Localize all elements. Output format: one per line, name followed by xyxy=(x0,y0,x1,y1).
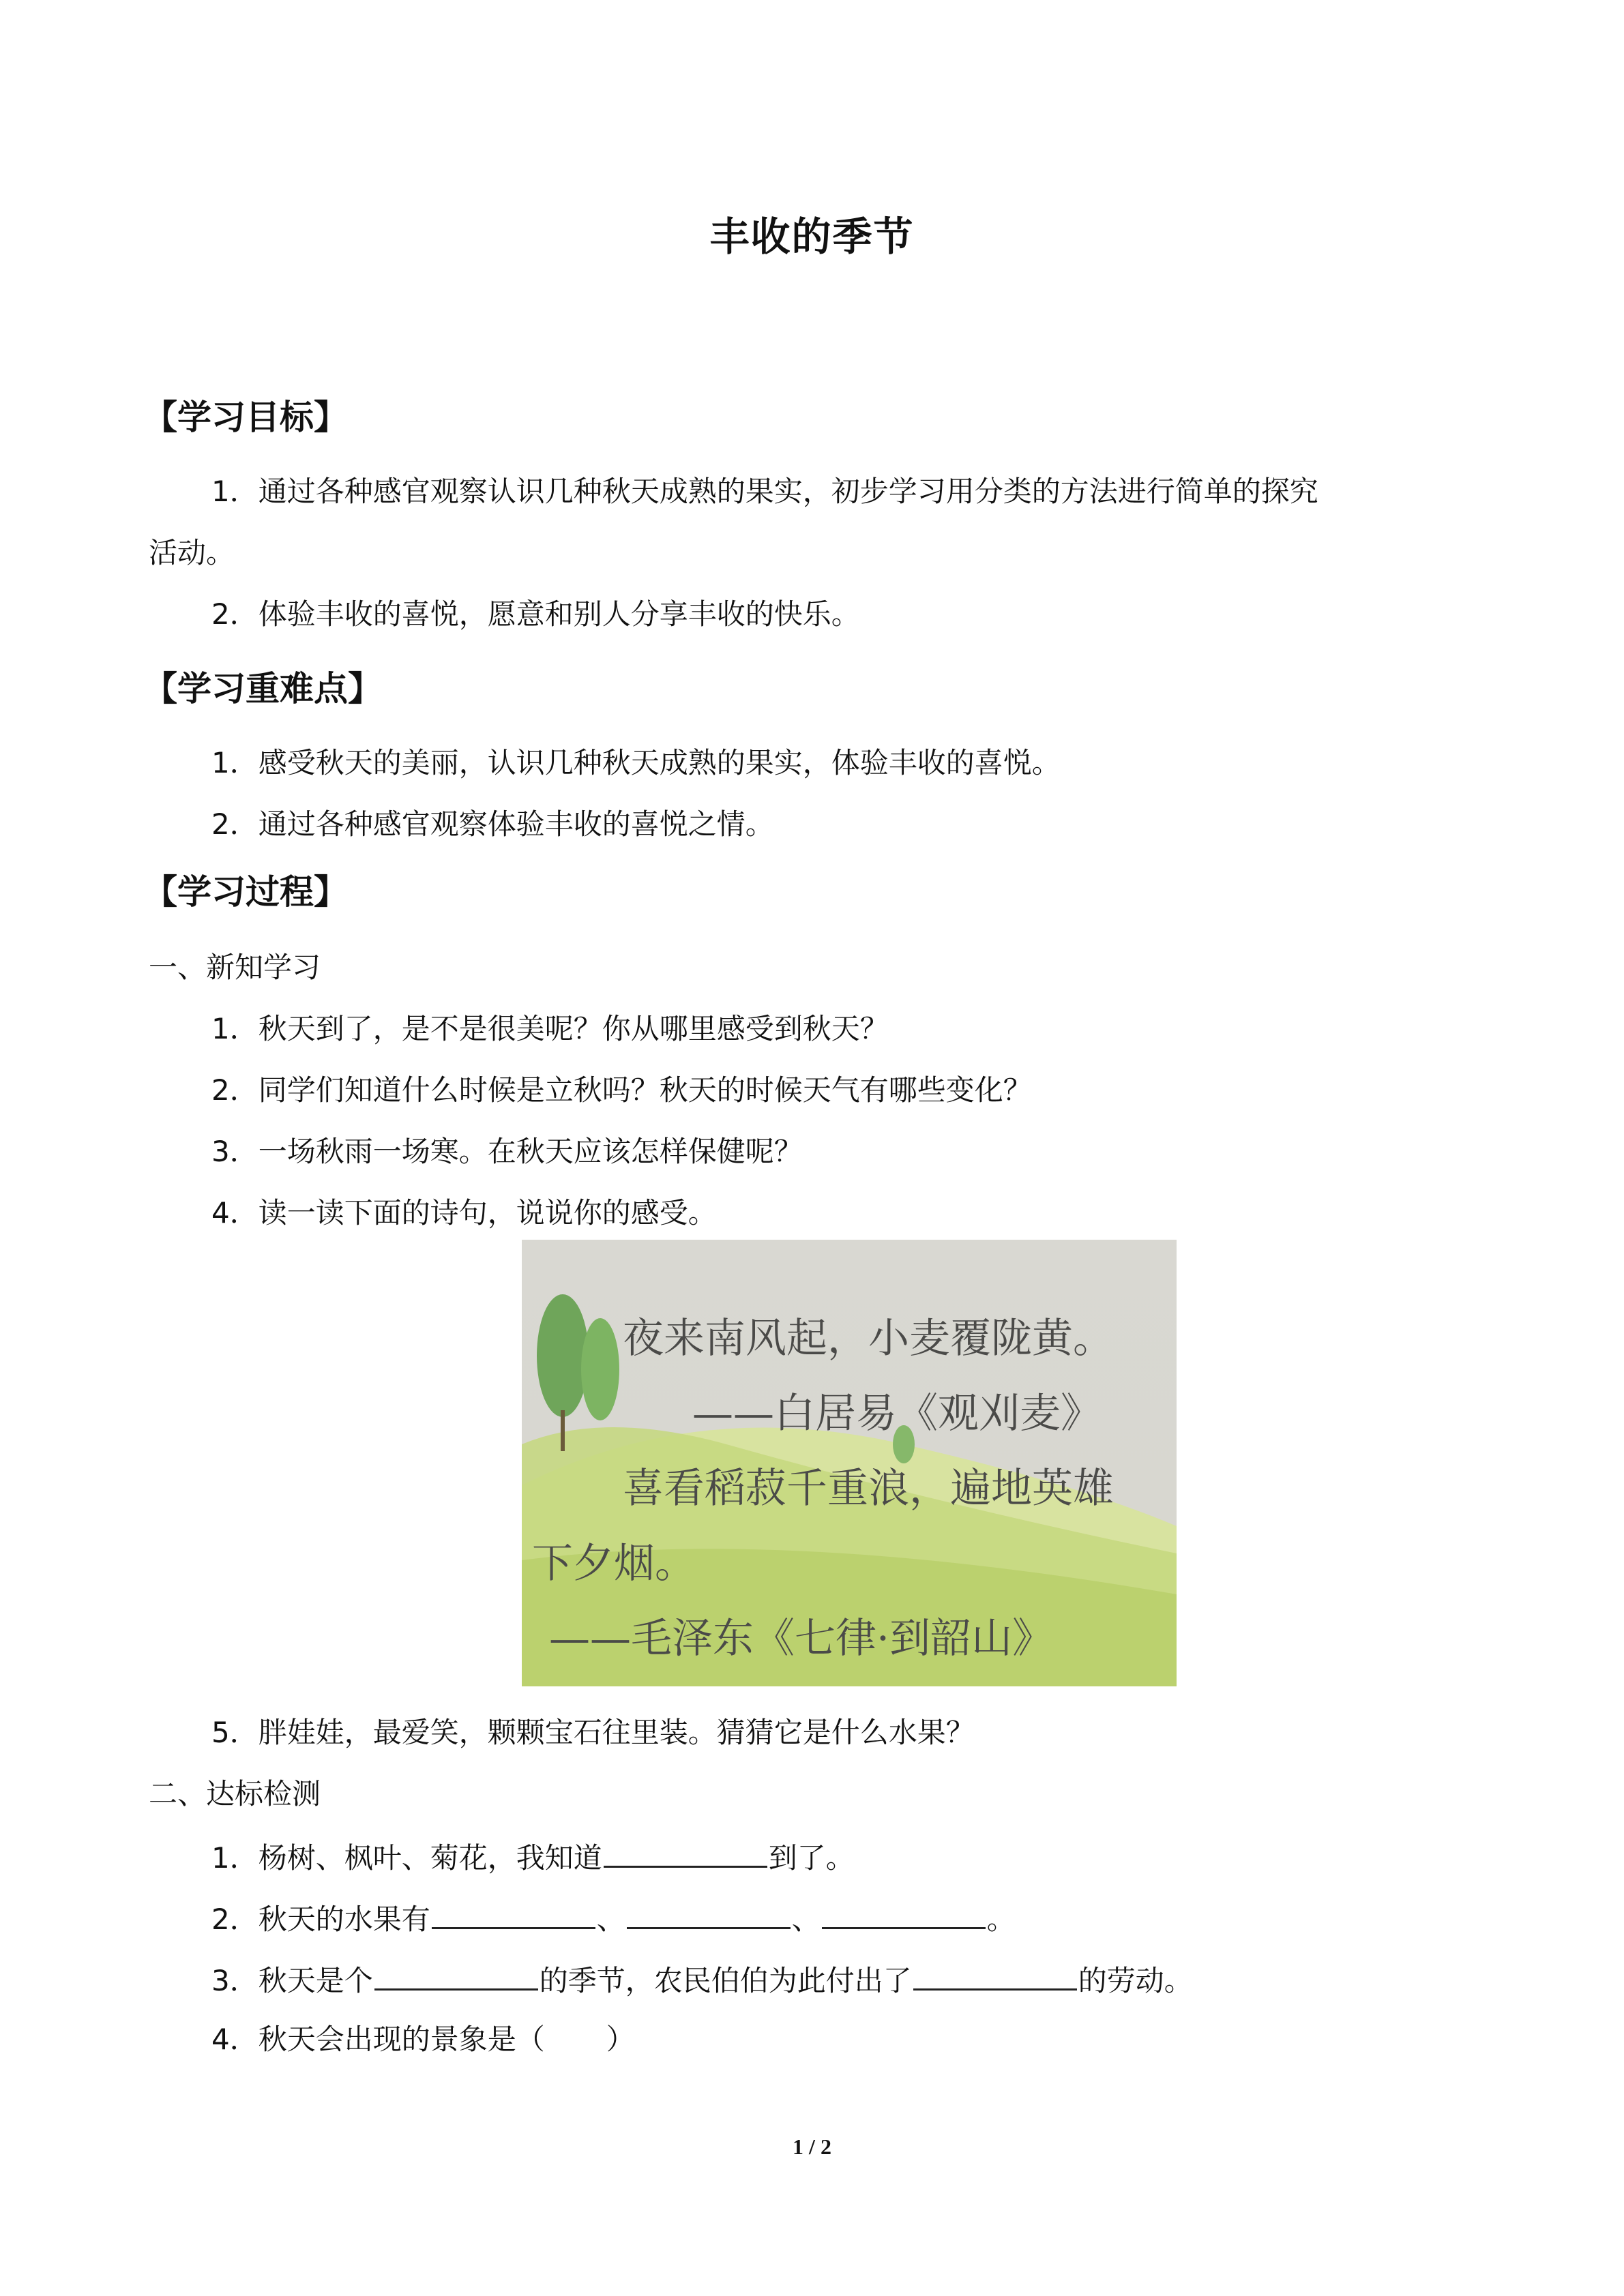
fill-blank[interactable] xyxy=(432,1903,595,1929)
separator: 、 xyxy=(791,1903,821,1936)
fill-blank[interactable] xyxy=(913,1964,1077,1991)
test-item-4-text-b: ） xyxy=(606,2023,635,2056)
test-item-4-text-a: 4．秋天会出现的景象是（ xyxy=(211,2023,545,2056)
page-title: 丰收的季节 xyxy=(709,213,915,260)
test-item-3-text-c: 的劳动。 xyxy=(1078,1964,1193,1997)
part1-title: 一、新知学习 xyxy=(149,951,321,984)
test-item-1-text-a: 1．杨树、枫叶、菊花，我知道 xyxy=(211,1841,602,1875)
fill-blank[interactable] xyxy=(374,1964,538,1991)
poem-illustration xyxy=(522,1240,1177,1686)
test-item-2 xyxy=(211,1903,1016,1934)
goal-item-1-cont: 活动。 xyxy=(149,536,235,569)
goal-item-2: 2．体验丰收的喜悦，愿意和别人分享丰收的快乐。 xyxy=(211,597,860,631)
question-5: 5．胖娃娃，最爱笑，颗颗宝石往里装。猜猜它是什么水果？ xyxy=(211,1716,975,1749)
goal-item-1: 1．通过各种感官观察认识几种秋天成熟的果实，初步学习用分类的方法进行简单的探究 xyxy=(211,475,1318,508)
question-2: 2．同学们知道什么时候是立秋吗？秋天的时候天气有哪些变化？ xyxy=(211,1073,1032,1107)
test-item-2-end: 。 xyxy=(986,1903,1016,1936)
test-item-2-text-a: 2．秋天的水果有 xyxy=(211,1903,430,1936)
question-4: 4．读一读下面的诗句，说说你的感受。 xyxy=(211,1196,717,1229)
test-item-1-text-b: 到了。 xyxy=(768,1841,855,1875)
test-item-3 xyxy=(211,1964,1193,1995)
part2-title: 二、达标检测 xyxy=(149,1777,321,1810)
test-item-3-text-b: 的季节，农民伯伯为此付出了 xyxy=(539,1964,912,1997)
fill-blank[interactable] xyxy=(604,1841,767,1868)
fill-blank[interactable] xyxy=(627,1903,791,1929)
page-number: 1 / 2 xyxy=(793,2134,831,2159)
poem-line-2: ——白居易《观刈麦》 xyxy=(692,1390,1102,1437)
poem-line-3: 喜看稻菽千重浪，遍地英雄 xyxy=(623,1465,1114,1512)
poem-line-5: ——毛泽东《七律·到韶山》 xyxy=(549,1615,1054,1663)
section-heading-keypoints: 【学习重难点】 xyxy=(143,669,382,709)
section-heading-process: 【学习过程】 xyxy=(143,872,348,912)
keypoint-item-2: 2．通过各种感官观察体验丰收的喜悦之情。 xyxy=(211,807,774,841)
poem-line-1: 夜来南风起，小麦覆陇黄。 xyxy=(623,1315,1114,1362)
section-heading-goals: 【学习目标】 xyxy=(143,398,348,437)
poem-line-4: 下夕烟。 xyxy=(532,1540,696,1587)
separator: 、 xyxy=(596,1903,625,1936)
question-3: 3．一场秋雨一场寒。在秋天应该怎样保健呢？ xyxy=(211,1135,803,1168)
keypoint-item-1: 1．感受秋天的美丽，认识几种秋天成熟的果实，体验丰收的喜悦。 xyxy=(211,746,1061,779)
question-1: 1．秋天到了，是不是很美呢？你从哪里感受到秋天？ xyxy=(211,1012,889,1045)
test-item-1 xyxy=(211,1841,855,1873)
test-item-4 xyxy=(211,2025,635,2054)
fill-blank[interactable] xyxy=(822,1903,986,1929)
test-item-3-text-a: 3．秋天是个 xyxy=(211,1964,373,1997)
